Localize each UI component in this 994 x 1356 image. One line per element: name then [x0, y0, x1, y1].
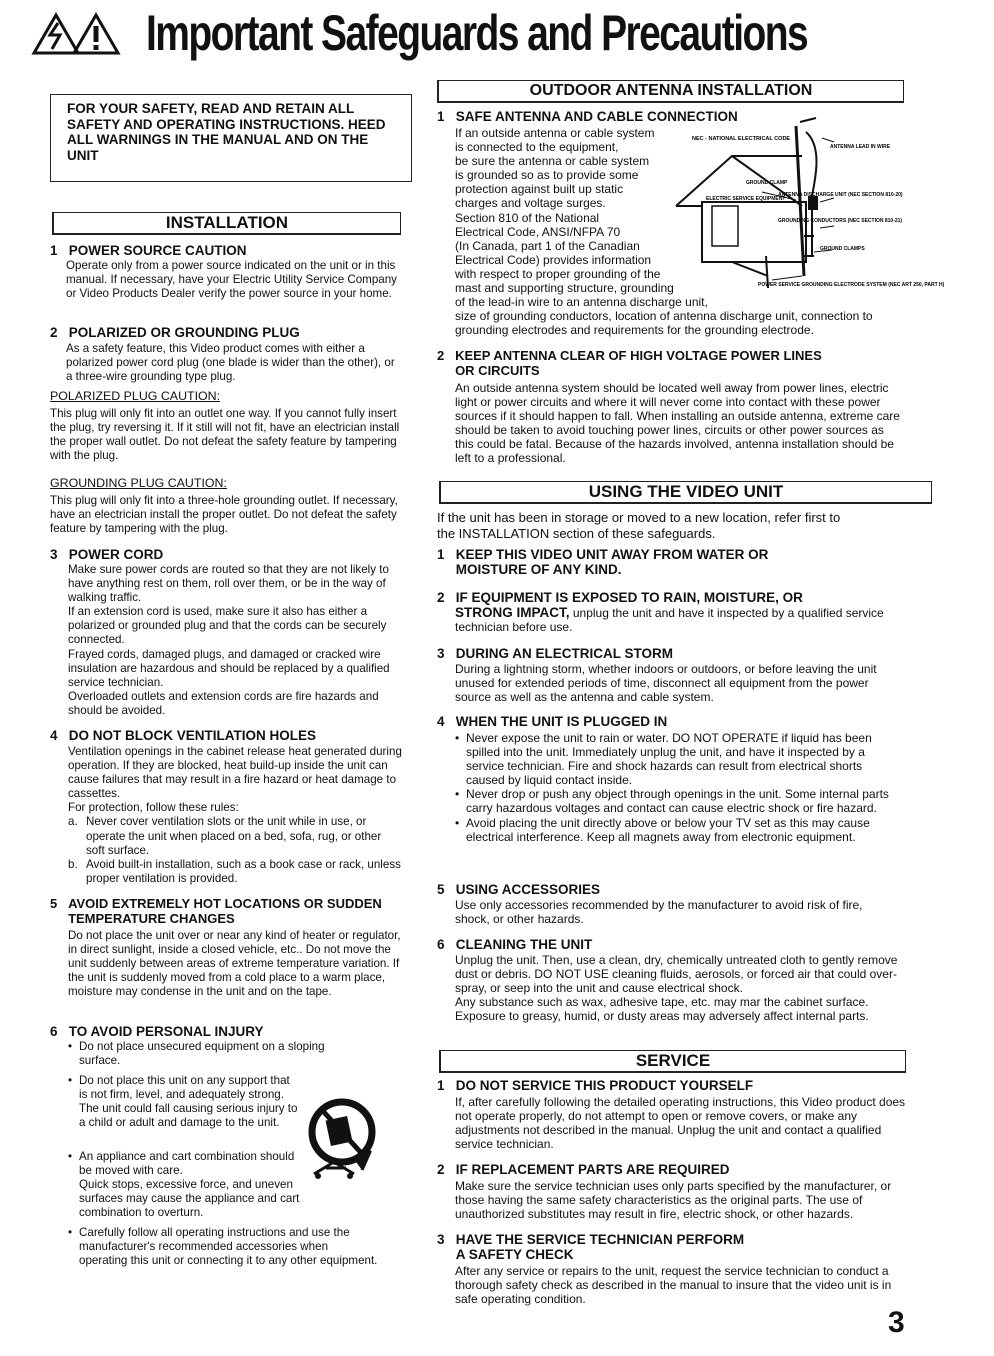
outdoor-antenna-heading: OUTDOOR ANTENNA INSTALLATION	[437, 80, 904, 103]
item-no-self-service-body: If, after carefully following the detailed operating instructions, this Video product does not operate properly, do not attempt to open or remove covers, or make any adjustments not described in the manual. Unplug the unit and contact a qualified service technician.	[455, 1095, 906, 1152]
item-polarized-plug-body: As a safety feature, this Video product comes with either a polarized power cord plug (one blade is wider than the other), or a three-wire grounding type plug.	[66, 342, 395, 384]
item-power-cord-title: 3 POWER CORD	[50, 547, 164, 562]
diagram-label-clamps: GROUND CLAMPS	[820, 246, 865, 252]
safety-notice-box: FOR YOUR SAFETY, READ AND RETAIN ALL SAFETY AND OPERATING INSTRUCTIONS. HEED ALL WARNINGS IN THE MANUAL AND ON THE UNIT	[50, 94, 412, 182]
using-intro: If the unit has been in storage or moved to a new location, refer first to the INSTALLATION section of these safeguards.	[437, 510, 841, 541]
using-video-unit-heading: USING THE VIDEO UNIT	[439, 481, 932, 504]
diagram-label-electrode: POWER SERVICE GROUNDING ELECTRODE SYSTEM (NEC ART 250, PART H)	[758, 282, 945, 288]
item-personal-injury-b2: • Do not place this unit on any support that is not firm, level, and adequately strong. The unit could fall causing serious injury to a child or adult and damage to the unit.	[68, 1074, 300, 1130]
item-accessories-title: 5 USING ACCESSORIES	[437, 882, 601, 897]
item-cleaning-body: Unplug the unit. Then, use a clean, dry, chemically untreated cloth to gently remove dust or debris. DO NOT USE cleaning fluids, aerosols, or forced air that could over-spray, or seep into the unit and cause electrical shock. Any substance such as wax, adhesive tape, etc. may mar the cabinet surface. Exposure to greasy, humid, or dusty areas may adversely affect internal parts.	[455, 953, 898, 1024]
item-power-cord-body: Make sure power cords are routed so that they are not likely to have anything rest on them, roll over them, or be in the way of walking traffic. If an extension cord is used, make sure it also has either a polarized or grounded plug and that the cords can be securely connected. Frayed cords, damaged plugs, and damaged or cracked wire insulation are hazardous and should be replaced by a qualified service technician. Overloaded outlets and extension cords are fire hazards and should be avoided.	[68, 563, 390, 717]
item-rain-title: 2 IF EQUIPMENT IS EXPOSED TO RAIN, MOISTURE, OR	[437, 590, 803, 605]
item-accessories-body: Use only accessories recommended by the manufacturer to avoid risk of fire, shock, or other hazards.	[455, 898, 863, 927]
item-water-title: 1 KEEP THIS VIDEO UNIT AWAY FROM WATER OR MOISTURE OF ANY KIND.	[437, 547, 769, 577]
item-storm-title: 3 DURING AN ELECTRICAL STORM	[437, 646, 674, 661]
item-power-source-body: Operate only from a power source indicated on the unit or in this manual. If necessary, have your Electric Utility Service Company or Video Products Dealer verify the power source in your home.	[66, 259, 397, 301]
item-polarized-plug-title: 2 POLARIZED OR GROUNDING PLUG	[50, 325, 300, 340]
item-personal-injury-b1: • Do not place unsecured equipment on a sloping surface.	[68, 1040, 368, 1068]
item-antenna-clear-title: 2 KEEP ANTENNA CLEAR OF HIGH VOLTAGE POWER LINES OR CIRCUITS	[437, 348, 822, 378]
item-cleaning-title: 6 CLEANING THE UNIT	[437, 937, 593, 952]
diagram-label-service: ELECTRIC SERVICE EQUIPMENT	[706, 196, 786, 202]
item-antenna-clear-body: An outside antenna system should be located well away from power lines, electric light or power circuits and where it will never come into contact with these power sources if it should happen to fall. When installing an outside antenna, extreme care should be taken to avoid touching power lines, circuits or other power sources as this could be fatal. Because of the hazards involved, antenna installation should be left to a professional.	[455, 381, 900, 466]
polarized-caution-title: POLARIZED PLUG CAUTION:	[50, 389, 221, 403]
installation-heading: INSTALLATION	[52, 212, 401, 235]
item-ventilation-body: Ventilation openings in the cabinet release heat generated during operation. If they are blocked, heat build-up inside the unit can cause failures that may result in a fire hazard or heat damage to cassettes. For protection, follow these rules: a. Never cover ventilation slots or the unit while in use, or operate the unit when placed on a bed, sofa, rug, or other soft surface. b. Avoid built-in installation, such as a book case or rack, unless proper ventilation is provided.	[68, 745, 402, 885]
item-no-self-service-title: 1 DO NOT SERVICE THIS PRODUCT YOURSELF	[437, 1078, 754, 1093]
item-replacement-parts-title: 2 IF REPLACEMENT PARTS ARE REQUIRED	[437, 1162, 730, 1177]
warning-symbols-icon	[30, 9, 140, 57]
item-personal-injury-b3a: • An appliance and cart combination should be moved with care.	[68, 1150, 300, 1178]
item-plugged-in-title: 4 WHEN THE UNIT IS PLUGGED IN	[437, 714, 668, 729]
item-ventilation-title: 4 DO NOT BLOCK VENTILATION HOLES	[50, 728, 317, 743]
item-hot-locations-title: 5 AVOID EXTREMELY HOT LOCATIONS OR SUDDEN TEMPERATURE CHANGES	[50, 896, 382, 926]
page-title: Important Safeguards and Precautions	[146, 5, 808, 61]
item-safety-check-body: After any service or repairs to the unit, request the service technician to conduct a thorough safety check as described in the manual to insure that the video unit is in safe operating condition.	[455, 1264, 892, 1307]
diagram-label-discharge: ANTENNA DISCHARGE UNIT (NEC SECTION 810-20)	[778, 192, 903, 198]
item-replacement-parts-body: Make sure the service technician uses only parts specified by the manufacturer, or those having the same safety characteristics as the original parts. The use of unauthorized substitutes may result in fire, electric shock, or other hazards.	[455, 1179, 892, 1222]
item-power-source-title: 1 POWER SOURCE CAUTION	[50, 243, 247, 258]
polarized-caution-body: This plug will only fit into an outlet one way. If you cannot fully insert the plug, try reversing it. If it still will not fit, have an electrician install the proper wall outlet. Do not defeat the safety feature by tampering with the plug.	[50, 407, 400, 463]
item-personal-injury-b4: • Carefully follow all operating instructions and use the manufacturer's recommended accessories when operating this unit or connecting it to any other equipment.	[68, 1226, 378, 1268]
grounding-caution-title: GROUNDING PLUG CAUTION:	[50, 476, 227, 490]
item-antenna-connection-rest: size of grounding conductors, location of antenna discharge unit, connection to grounding electrodes and requirements for the grounding electrode.	[455, 309, 873, 338]
cart-warning-icon	[306, 1092, 378, 1182]
item-personal-injury-title: 6 TO AVOID PERSONAL INJURY	[50, 1024, 264, 1039]
page-number: 3	[888, 1306, 905, 1339]
antenna-grounding-diagram	[672, 116, 945, 296]
item-antenna-connection-title: 1 SAFE ANTENNA AND CABLE CONNECTION	[437, 109, 738, 124]
item-antenna-connection-lines: If an outside antenna or cable system is connected to the equipment, be sure the antenna or cable system is grounded so as to provide some protection against built up static charges and voltage surges. Section 810 of the National Electrical Code, ANSI/NFPA 70 (In Canada, part 1 of the Canadian Electrical Code) provides information with respect to proper grounding of the mast and supporting structure, grounding of the lead-in wire to an antenna discharge unit,	[455, 126, 708, 310]
item-safety-check-title: 3 HAVE THE SERVICE TECHNICIAN PERFORM A SAFETY CHECK	[437, 1232, 745, 1262]
page-title-block	[30, 2, 994, 64]
item-personal-injury-b3b: Quick stops, excessive force, and uneven surfaces may cause the appliance and cart combination to overturn.	[79, 1178, 300, 1220]
item-storm-body: During a lightning storm, whether indoors or outdoors, or before leaving the unit unused for extended periods of time, disconnect all equipment from the power source as well as the antenna and cable system.	[455, 662, 877, 705]
grounding-caution-body: This plug will only fit into a three-hole grounding outlet. If necessary, have an electrician install the proper outlet. Do not defeat the safety feature by tampering with the plug.	[50, 494, 398, 536]
diagram-label-lead: ANTENNA LEAD IN WIRE	[830, 144, 891, 150]
diagram-label-conductors: GROUNDING CONDUCTORS (NEC SECTION 810-21)	[778, 218, 903, 224]
item-rain-body: STRONG IMPACT, unplug the unit and have it inspected by a qualified service technician before use.	[455, 605, 884, 635]
service-heading: SERVICE	[439, 1050, 906, 1073]
item-plugged-in-body: • Never expose the unit to rain or water. DO NOT OPERATE if liquid has been spilled into the unit. Immediately unplug the unit, and have it inspected by a service technician. Fire and shock hazards can result from electrical shorts caused by liquid contact inside. • Never drop or push any object through openings in the unit. Some internal parts carry hazardous voltages and contact can cause electric shock or fire hazard. • Avoid placing the unit directly above or below your TV set as this may cause electrical interference. Keep all magnets away from electronic equipment.	[455, 731, 895, 844]
diagram-label-clamp: GROUND CLAMP	[746, 180, 788, 186]
diagram-label-nec: NEC - NATIONAL ELECTRICAL CODE	[692, 136, 791, 142]
item-hot-locations-body: Do not place the unit over or near any kind of heater or regulator, in direct sunlight, inside a closed vehicle, etc.. Do not move the unit suddenly between areas of extreme temperature variation. If the unit is suddenly moved from a cold place to a warm place, moisture may condense in the unit and on the tape.	[68, 929, 401, 999]
